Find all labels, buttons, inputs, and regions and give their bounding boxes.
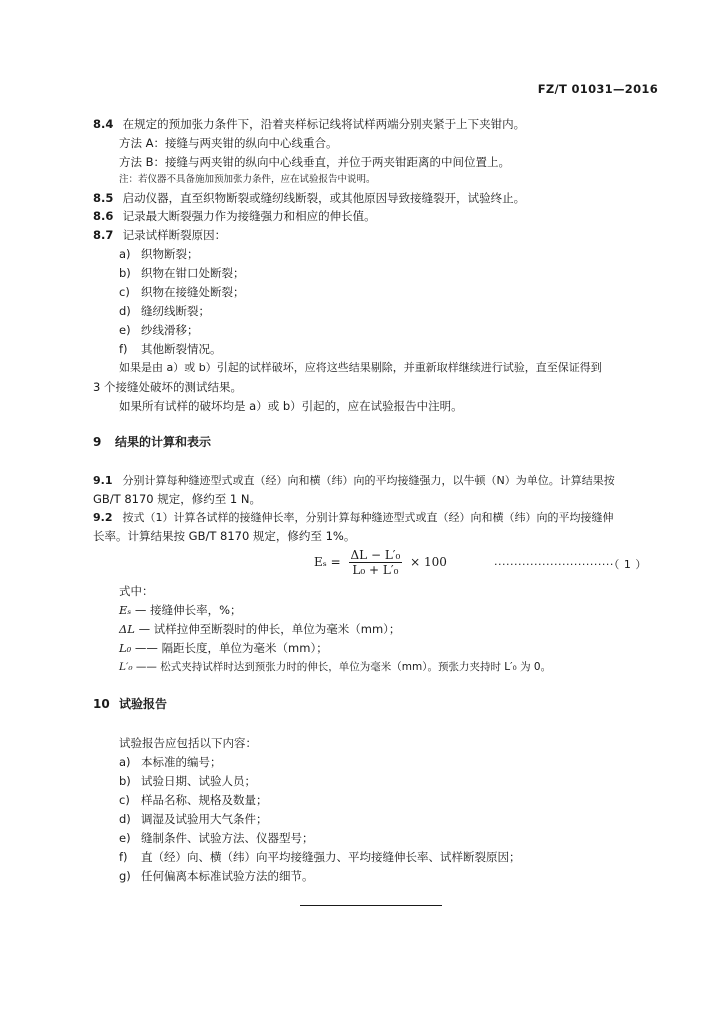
variable-definition: Eₛ — 接缝伸长率，%； xyxy=(119,603,242,617)
method-b: 方法 B：接缝与两夹钳的纵向中心线垂直，并位于两夹钳距离的中间位置上。 xyxy=(119,155,511,169)
clause-text: 在规定的预加张力条件下，沿着夹样标记线将试样两端分别夹紧于上下夹钳内。 xyxy=(122,117,526,131)
clause-8-6 xyxy=(93,208,376,224)
variable-definition: ΔL — 试样拉伸至断裂时的伸长，单位为毫米（mm）； xyxy=(119,622,401,636)
formula-1 xyxy=(314,548,447,577)
clause-number: 8.7 xyxy=(93,228,114,242)
leader-dots: ······························ xyxy=(494,558,614,571)
where-label: 式中： xyxy=(119,584,154,598)
variable-definition: L₀ —— 隔距长度，单位为毫米（mm）； xyxy=(119,641,328,655)
section-title: 试验报告 xyxy=(119,697,168,711)
clause-number: 8.6 xyxy=(93,209,114,223)
paragraph-line: 3 个接缝处破坏的测试结果。 xyxy=(93,380,242,394)
formula-denominator: L₀ + L′₀ xyxy=(352,563,399,577)
clause-9-1 xyxy=(93,473,615,489)
list-item: c) 样品名称、规格及数量； xyxy=(119,793,268,807)
clause-number: 9.2 xyxy=(93,511,113,524)
method-a: 方法 A：接缝与两夹钳的纵向中心线重合。 xyxy=(119,136,338,150)
variable-definition: L′₀ —— 松式夹持试样时达到预张力时的伸长，单位为毫米（mm）。预张力夹持时 L′₀ 为 0。 xyxy=(119,661,552,673)
clause-number: 8.5 xyxy=(93,191,114,205)
list-item: e) 缝制条件、试验方法、仪器型号； xyxy=(119,831,314,845)
equation-number: ······························（ 1 ） xyxy=(494,558,647,571)
section-heading-9 xyxy=(93,434,211,450)
clause-9-2 xyxy=(93,510,614,526)
list-item: a) 本标准的编号； xyxy=(119,755,222,769)
section-title: 结果的计算和表示 xyxy=(115,435,212,449)
formula-tail: × 100 xyxy=(410,555,447,569)
clause-text: 记录最大断裂强力作为接缝强力和相应的伸长值。 xyxy=(122,209,376,223)
paragraph-line: GB/T 8170 规定，修约至 1 N。 xyxy=(93,492,262,506)
paragraph: 如果所有试样的破坏均是 a）或 b）引起的，应在试验报告中注明。 xyxy=(119,399,463,413)
formula-fraction xyxy=(349,548,403,577)
section-number: 10 xyxy=(93,697,110,711)
list-item: f) 直（经）向、横（纬）向平均接缝强力、平均接缝伸长率、试样断裂原因； xyxy=(119,850,521,864)
formula-lhs: Eₛ = xyxy=(314,555,341,569)
list-item: f) 其他断裂情况。 xyxy=(119,342,222,356)
list-item: c) 织物在接缝处断裂； xyxy=(119,285,245,299)
section-heading-10 xyxy=(93,696,167,712)
clause-text: 按式（1）计算各试样的接缝伸长率，分别计算每种缝迹型式或直（经）向和横（纬）向的平均接缝伸 xyxy=(122,511,614,524)
clause-8-4 xyxy=(93,116,525,132)
list-item: b) 试验日期、试验人员； xyxy=(119,774,256,788)
clause-text: 分别计算每种缝迹型式或直（经）向和横（纬）向的平均接缝强力，以牛顿（N）为单位。计算结果按 xyxy=(122,474,615,487)
clause-8-7 xyxy=(93,227,226,243)
clause-note: 注：若仪器不具备施加预加张力条件，应在试验报告中说明。 xyxy=(119,174,376,185)
standard-number-header: FZ/T 01031—2016 xyxy=(537,82,658,96)
list-item: g) 任何偏离本标准试验方法的细节。 xyxy=(119,869,314,883)
clause-number: 8.4 xyxy=(93,117,114,131)
formula-numerator: ΔL − L′₀ xyxy=(350,548,401,562)
clause-text: 记录试样断裂原因： xyxy=(122,228,227,242)
section-number: 9 xyxy=(93,435,102,449)
clause-8-5 xyxy=(93,190,525,206)
paragraph-line: 长率。计算结果按 GB/T 8170 规定，修约至 1%。 xyxy=(93,529,356,543)
clause-text: 启动仪器，直至织物断裂或缝纫线断裂，或其他原因导致接缝裂开，试验终止。 xyxy=(122,191,526,205)
list-item: e) 纱线滑移； xyxy=(119,323,199,337)
list-item: a) 织物断裂； xyxy=(119,247,199,261)
report-intro: 试验报告应包括以下内容： xyxy=(119,736,257,750)
end-rule xyxy=(300,905,442,906)
list-item: b) 织物在钳口处断裂； xyxy=(119,266,245,280)
clause-number: 9.1 xyxy=(93,474,113,487)
paragraph-line: 如果是由 a）或 b）引起的试样破坏，应将这些结果剔除，并重新取样继续进行试验，直至保证得到 xyxy=(119,361,602,374)
list-item: d) 缝纫线断裂； xyxy=(119,304,210,318)
list-item: d) 调湿及试验用大气条件； xyxy=(119,812,268,826)
